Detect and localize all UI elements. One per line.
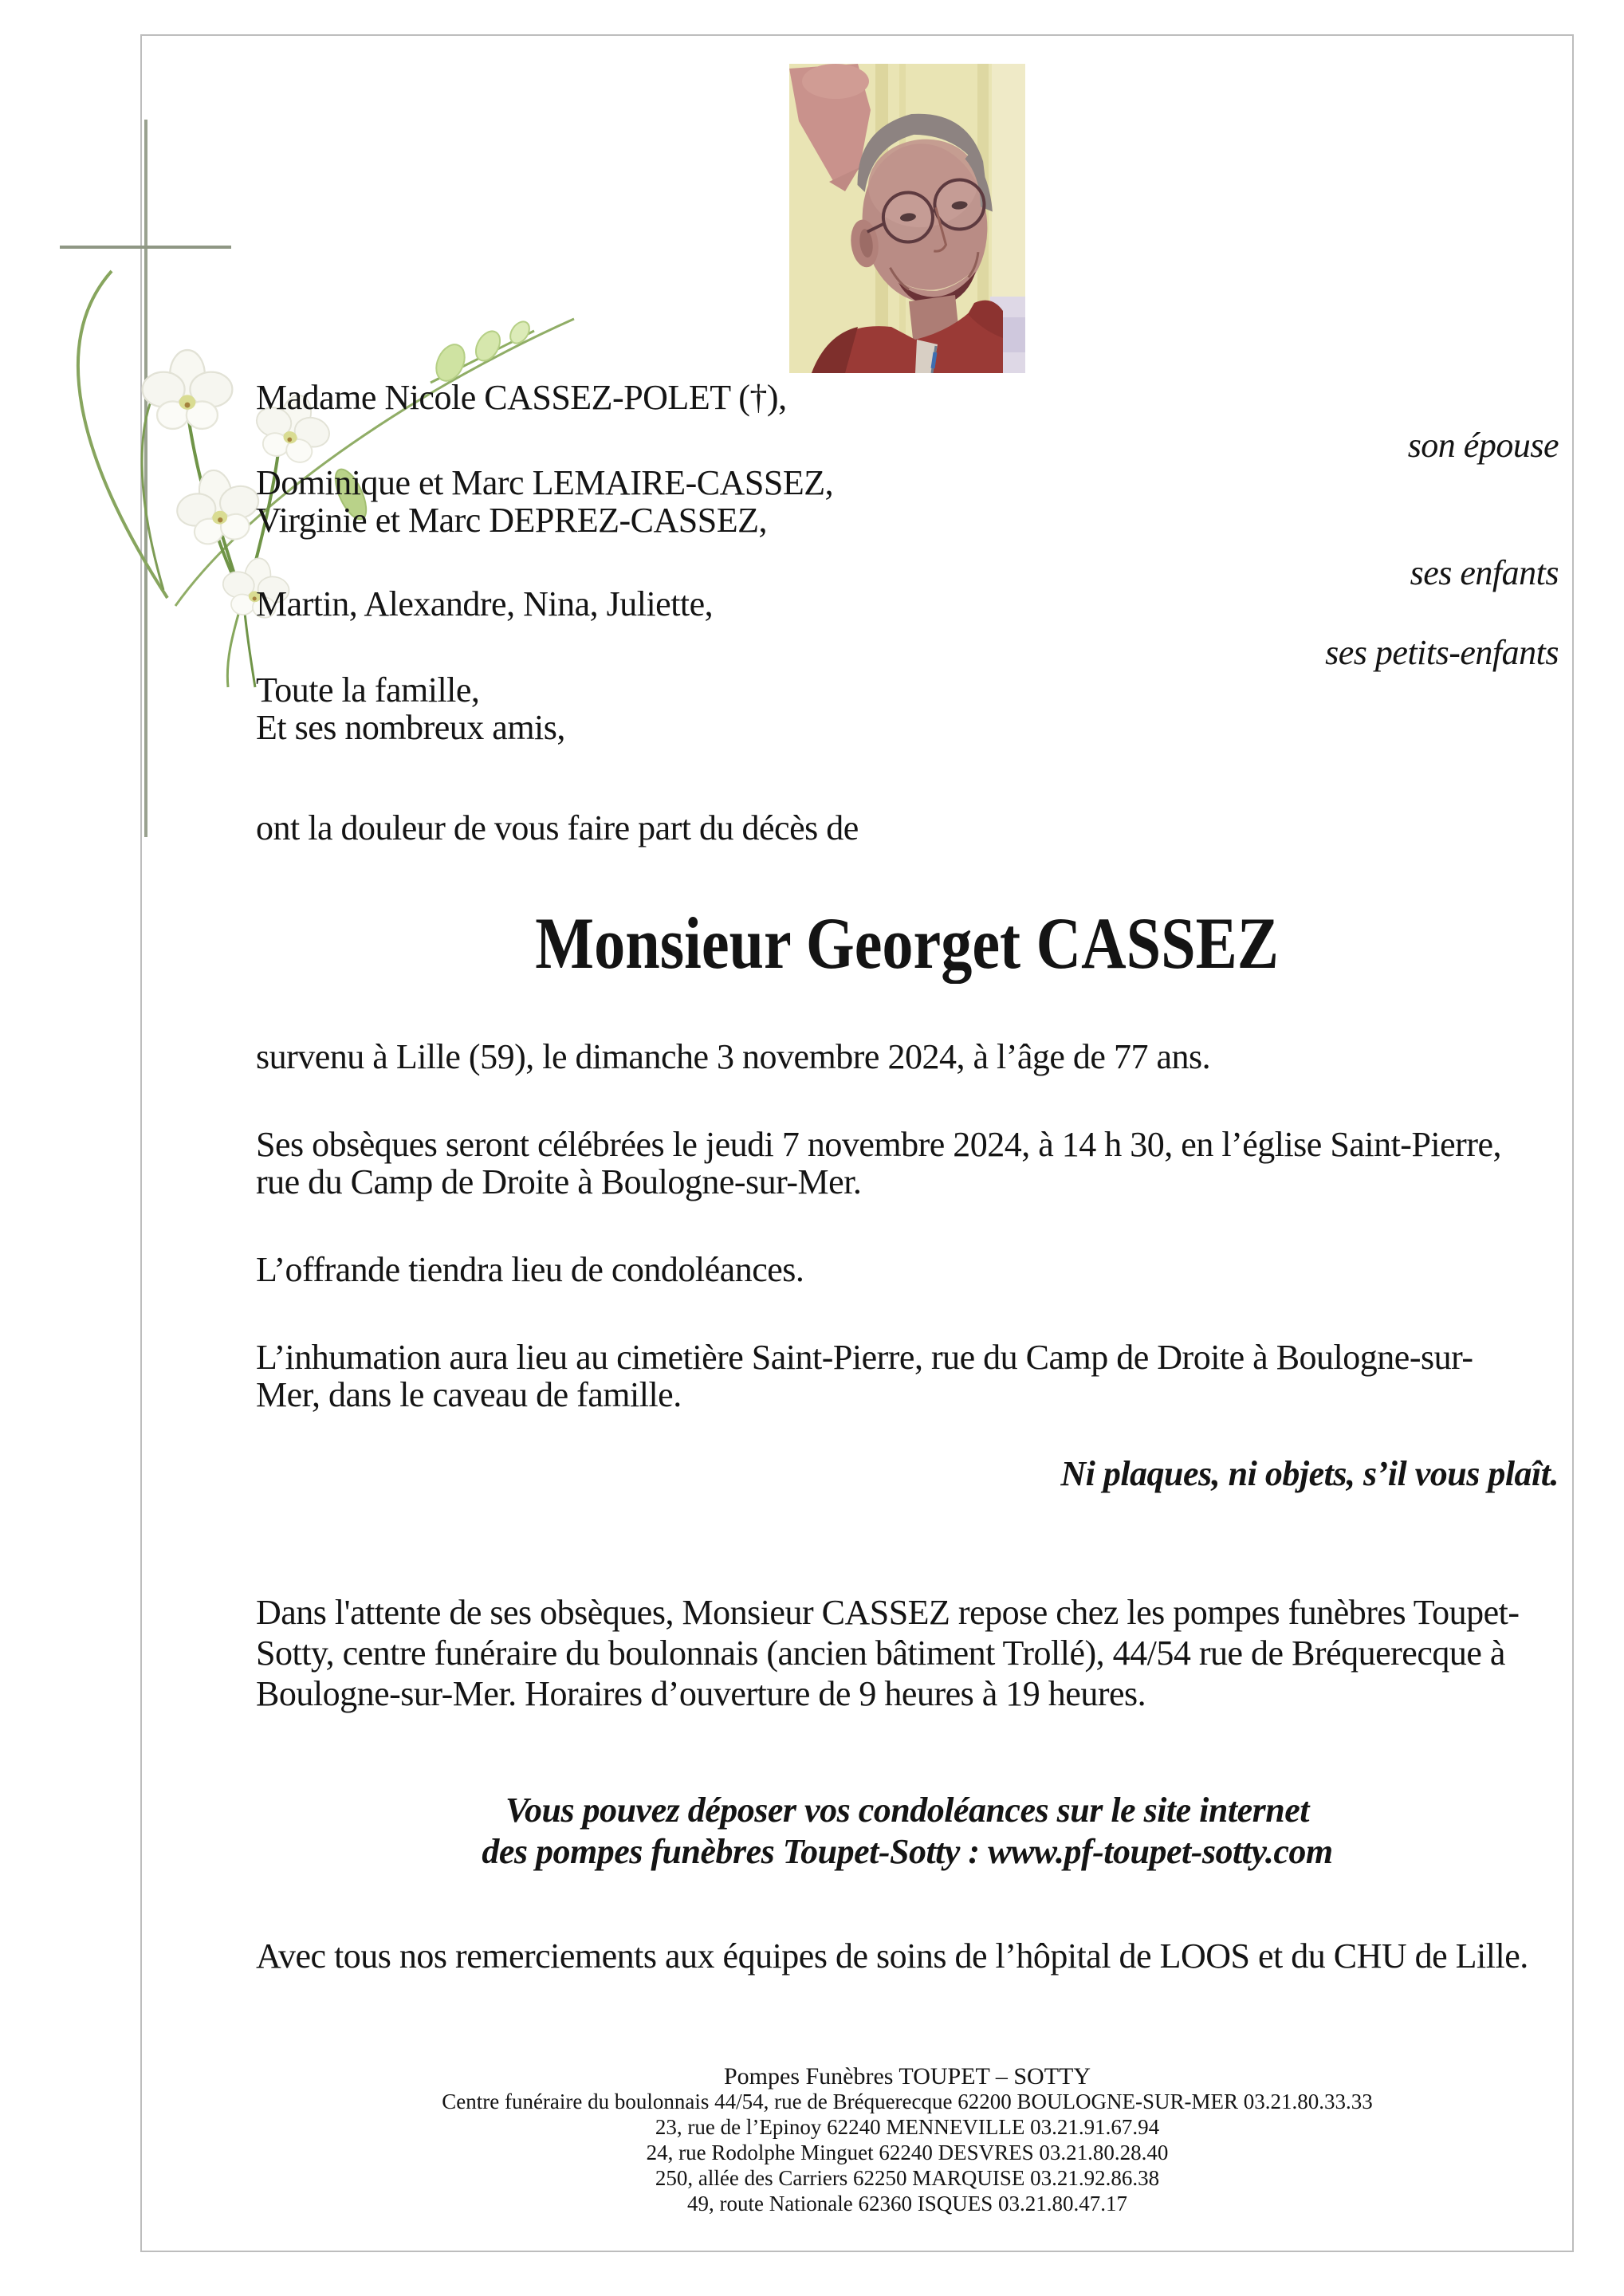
- family-line-grandchildren: Martin, Alexandre, Nina, Juliette,: [256, 584, 714, 623]
- funeral-home-locations: [256, 2089, 1559, 2216]
- deceased-name: Monsieur Georget CASSEZ: [535, 902, 1280, 984]
- deceased-portrait-photo: [789, 64, 1025, 373]
- relation-label-spouse: son épouse: [1407, 426, 1559, 465]
- deceased-name-heading: [256, 903, 1559, 983]
- location-line-menneville: 23, rue de l’Epinoy 62240 MENNEVILLE 03.21.91.67.94: [655, 2115, 1160, 2139]
- family-line-child-2: Virginie et Marc DEPREZ-CASSEZ,: [256, 501, 767, 540]
- condolences-line-1: Vous pouvez déposer vos condoléances sur le site internet: [505, 1791, 1309, 1830]
- relation-label-grandchildren: ses petits-enfants: [1325, 633, 1559, 672]
- death-details-line: survenu à Lille (59), le dimanche 3 novembre 2024, à l’âge de 77 ans.: [256, 1037, 1211, 1076]
- condolences-line-2: des pompes funèbres Toupet-Sotty : www.pf-toupet-sotty.com: [482, 1832, 1333, 1871]
- burial-paragraph: [256, 1339, 1559, 1413]
- relation-label-children: ses enfants: [1410, 553, 1559, 592]
- location-line-marquise: 250, allée des Carriers 62250 MARQUISE 03.21.92.86.38: [655, 2166, 1160, 2190]
- location-line-boulogne: Centre funéraire du boulonnais 44/54, rue de Bréquerecque 62200 BOULOGNE-SUR-MER 03.21.80.33.33: [442, 2090, 1373, 2113]
- family-lines-children: [256, 464, 1559, 539]
- orchid-flower: [143, 350, 233, 429]
- no-plaques-request: Ni plaques, ni objets, s’il vous plaît.: [1060, 1454, 1559, 1493]
- family-lines-others: [256, 671, 1559, 746]
- burial-line-1: L’inhumation aura lieu au cimetière Saint-Pierre, rue du Camp de Droite à Boulogne-sur-: [256, 1338, 1473, 1377]
- repose-line-2: Sotty, centre funéraire du boulonnais (ancien bâtiment Trollé), 44/54 rue de Bréquerecque à: [256, 1634, 1505, 1673]
- ceremony-line-2: rue du Camp de Droite à Boulogne-sur-Mer.: [256, 1162, 862, 1201]
- family-line-child-1: Dominique et Marc LEMAIRE-CASSEZ,: [256, 463, 834, 502]
- location-line-desvres: 24, rue Rodolphe Minguet 62240 DESVRES 03.21.80.28.40: [646, 2141, 1169, 2164]
- ceremony-line-1: Ses obsèques seront célébrées le jeudi 7 novembre 2024, à 14 h 30, en l’église Saint-Pierre,: [256, 1125, 1501, 1164]
- burial-line-2: Mer, dans le caveau de famille.: [256, 1375, 682, 1414]
- online-condolences-note: [256, 1790, 1559, 1873]
- repose-paragraph: [256, 1592, 1559, 1714]
- family-line-spouse-name: Madame Nicole CASSEZ-POLET (†),: [256, 378, 787, 417]
- repose-line-3: Boulogne-sur-Mer. Horaires d’ouverture de 9 heures à 19 heures.: [256, 1674, 1146, 1713]
- repose-line-1: Dans l'attente de ses obsèques, Monsieur CASSEZ repose chez les pompes funèbres Toupet-: [256, 1593, 1520, 1632]
- offering-line: L’offrande tiendra lieu de condoléances.: [256, 1250, 804, 1289]
- family-line-whole-family: Toute la famille,: [256, 670, 480, 710]
- funeral-home-name: Pompes Funèbres TOUPET – SOTTY: [723, 2063, 1091, 2090]
- ceremony-paragraph: [256, 1126, 1559, 1201]
- family-line-friends: Et ses nombreux amis,: [256, 708, 565, 747]
- announcement-intro: ont la douleur de vous faire part du décès de: [256, 808, 859, 847]
- location-line-isques: 49, route Nationale 62360 ISQUES 03.21.80.47.17: [687, 2192, 1127, 2215]
- thanks-line: Avec tous nos remerciements aux équipes de soins de l’hôpital de LOOS et du CHU de Lille.: [256, 1936, 1528, 1976]
